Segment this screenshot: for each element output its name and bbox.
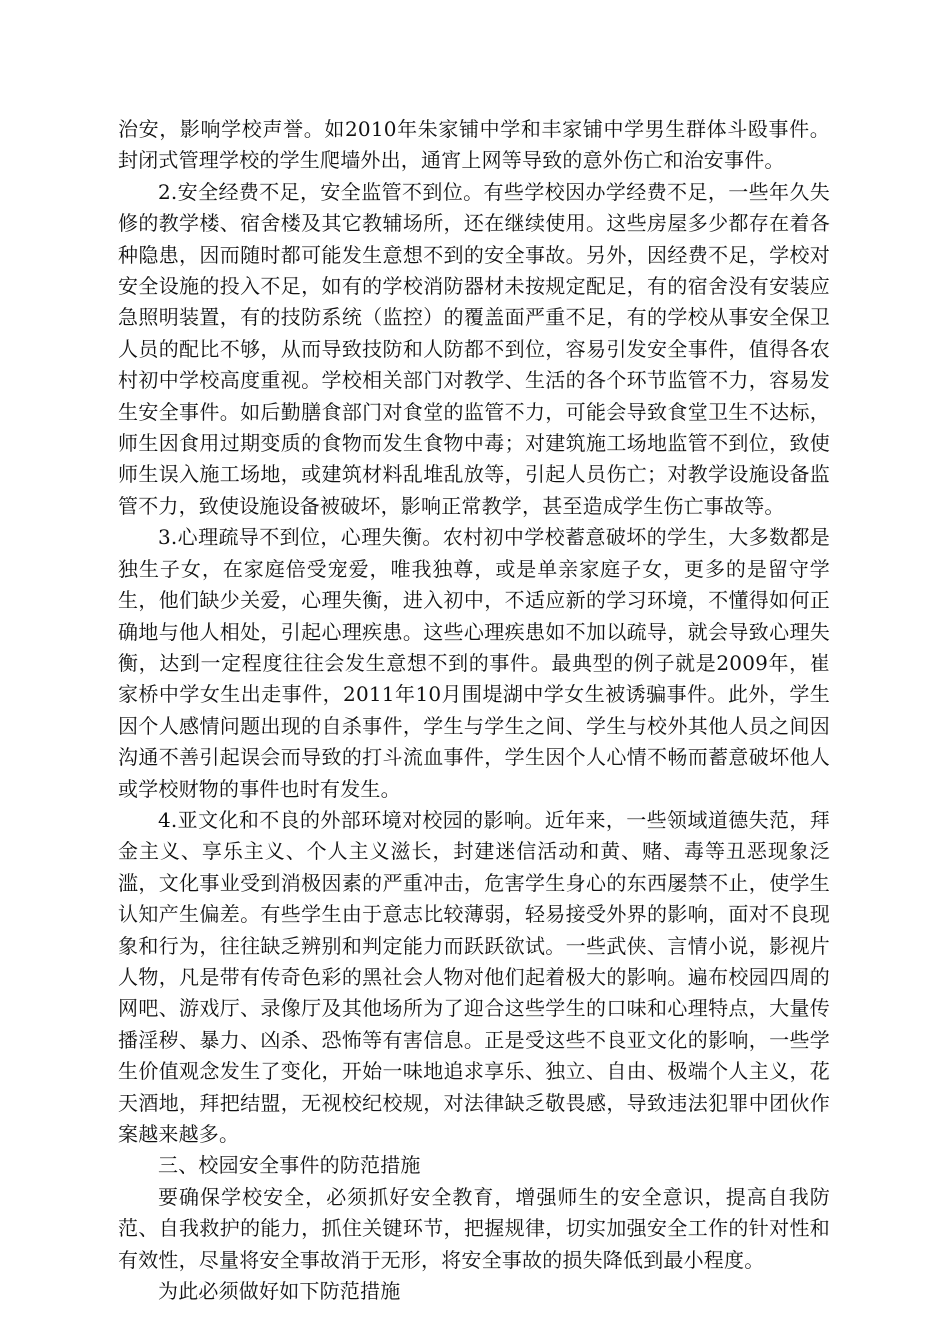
paragraph-subculture-environment: 4.亚文化和不良的外部环境对校园的影响。近年来，一些领域道德失范，拜金主义、享乐主义、个人主义滋长，封建迷信活动和黄、赌、毒等丑恶现象泛滥，文化事业受到消极因素的严重冲击，危害学生身心的东西屡禁不止，使学生认知产生偏差。有些学生由于意志比较薄弱，轻易接受外界的影响，面对不良现象和行为，往往缺乏辨别和判定能力而跃跃欲试。一些武侠、言情小说，影视片人物，凡是带有传奇色彩的黑社会人物对他们起着极大的影响。遍布校园四周的网吧、游戏厅、录像厅及其他场所为了迎合这些学生的口味和心理特点，大量传播淫秽、暴力、凶杀、恐怖等有害信息。正是受这些不良亚文化的影响，一些学生价值观念发生了变化，开始一味地追求享乐、独立、自由、极端个人主义，花天酒地，拜把结盟，无视校纪校规，对法律缺乏敬畏感，导致违法犯罪中团伙作案越来越多。: [118, 807, 830, 1146]
paragraph-psychological-guidance: 3.心理疏导不到位，心理失衡。农村初中学校蓄意破坏的学生，大多数都是独生子女，在家庭倍受宠爱，唯我独尊，或是单亲家庭子女，更多的是留守学生，他们缺少关爱，心理失衡，进入初中，不适应新的学习环境，不懂得如何正确地与他人相处，引起心理疾患。这些心理疾患如不加以疏导，就会导致心理失衡，达到一定程度往往会发生意想不到的事件。最典型的例子就是2009年，崔家桥中学女生出走事件，2011年10月围堤湖中学女生被诱骗事件。此外，学生因个人感情问题出现的自杀事件，学生与学生之间、学生与校外其他人员之间因沟通不善引起误会而导致的打斗流血事件，学生因个人心情不畅而蓄意破坏他人或学校财物的事件也时有发生。: [118, 525, 830, 801]
document-body: [118, 114, 830, 1307]
section-heading-prevention: 三、校园安全事件的防范措施: [158, 1153, 421, 1178]
paragraph-funding-supervision: 2.安全经费不足，安全监管不到位。有些学校因办学经费不足，一些年久失修的教学楼、宿舍楼及其它教辅场所，还在继续使用。这些房屋多少都存在着各种隐患，因而随时都可能发生意想不到的安全事故。另外，因经费不足，学校对安全设施的投入不足，如有的学校消防器材未按规定配足，有的宿舍没有安装应急照明装置，有的技防系统（监控）的覆盖面严重不足，有的学校从事安全保卫人员的配比不够，从而导致技防和人防都不到位，容易引发安全事件，值得各农村初中学校高度重视。学校相关部门对教学、生活的各个环节监管不力，容易发生安全事件。如后勤膳食部门对食堂的监管不力，可能会导致食堂卫生不达标，师生因食用过期变质的食物而发生食物中毒；对建筑施工场地监管不到位，致使师生误入施工场地，或建筑材料乱堆乱放等，引起人员伤亡；对教学设施设备监管不力，致使设施设备被破坏，影响正常教学，甚至造成学生伤亡事故等。: [118, 179, 830, 518]
paragraph-measures-intro: 为此必须做好如下防范措施: [158, 1279, 401, 1304]
paragraph-safety-education: 要确保学校安全，必须抓好安全教育，增强师生的安全意识，提高自我防范、自我救护的能力，抓住关键环节，把握规律，切实加强安全工作的针对性和有效性，尽量将安全事故消于无形，将安全事故的损失降低到最小程度。: [118, 1184, 830, 1272]
paragraph-continuation: 治安，影响学校声誉。如2010年朱家铺中学和丰家铺中学男生群体斗殴事件。封闭式管理学校的学生爬墙外出，通宵上网等导致的意外伤亡和治安事件。: [118, 117, 830, 173]
